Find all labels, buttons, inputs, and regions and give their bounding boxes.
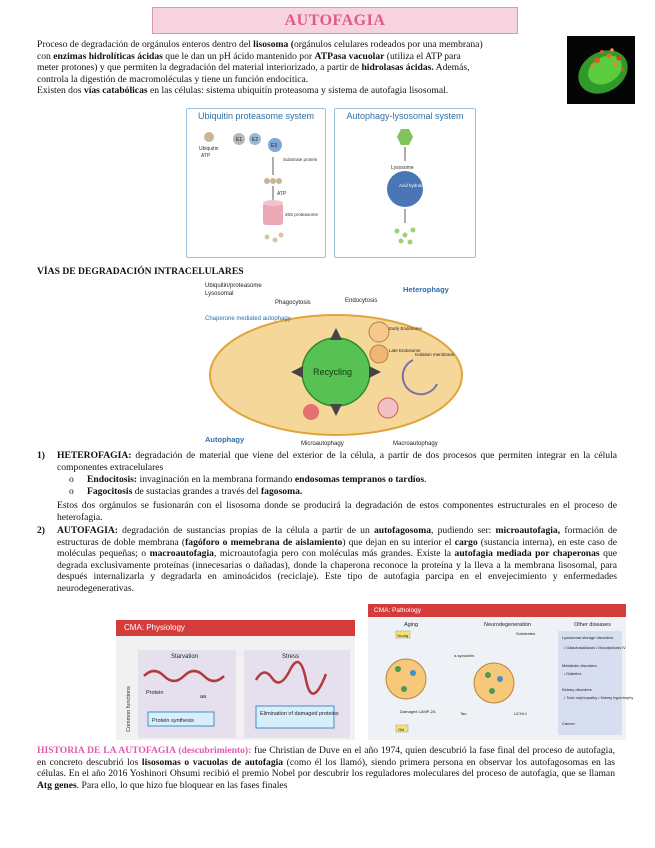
degradation-pathways-figure	[203, 280, 469, 448]
protein-label: Protein	[146, 690, 164, 696]
chaperone-label: Chaperone mediated autophagy	[205, 316, 291, 322]
stress-label: Stress	[282, 654, 300, 660]
sub-item-fagocitosis: o Fagocitosis de sustacias grandes a través del fagosoma.	[69, 486, 303, 497]
list-item-autofagia: 2) AUTOFAGIA: degradación de sustancias propias de la célula a partir de un autofagosoma, pudiendo ser: microautofagia, formación de estructuras de doble membrana (fagóforo o memebrana de aislamiento) que dejan en su interior el cargo (sustancia interna), en este caso de moléculas pequeñas; o macroautofagia, microautofagia pero con moléculas más grandes. Existe la autofagia mediada por chaperonas que degrada exclusivamente proteínas (innecesarias o dañadas), donde la chaperona reconoce la proteína y la lleva a la membrana lisosomal, para después internalizarla y degradarla en aminoácidos (reciclaje). Este tipo de autofagia parcipa en el envejecimiento y enfermedades neurodegenerativas.	[37, 525, 618, 594]
elimination-label: Elimination of damaged proteins	[260, 711, 339, 717]
heterophagy-label: Heterophagy	[403, 285, 449, 294]
early-endosome-label: Early Endosome	[389, 326, 423, 331]
protein-synthesis-label: Protein synthesis	[152, 718, 194, 724]
cma-pathology-figure: CMA: Pathology Aging Neurodegeneration Other diseases Young Damaged LAMP-2A Old α-synuclein Substrates Tau UCHL1 Lysosomal storage disorders • Galactosialidosis • Mucolipidosis IV Metabolic disorders • Diabetes Kidney disorders • Toxic nephropathy • Kidney hypertrophy Cancer	[368, 604, 626, 740]
young-label: Young	[397, 633, 409, 638]
kidney-list-label: • Toxic nephropathy • Kidney hypertrophy	[564, 696, 634, 700]
metabolic-label: Metabolic disorders	[562, 663, 597, 668]
list-item-heterofagia: 1) HETEROFAGIA: degradación de material que viene del exterior de la célula, a partir de dos procesos que permiten integrar en la célula componentes extracelulares	[37, 450, 617, 473]
synuclein-label: α-synuclein	[454, 653, 475, 658]
old-label: Old	[398, 727, 405, 732]
e3-label: E3	[271, 143, 278, 149]
phagocytosis-label: Phagocytosis	[275, 300, 311, 306]
atp-label: ATP	[201, 153, 211, 159]
late-endosome-label: Late Endosome	[389, 348, 421, 353]
aa-label: aa	[200, 694, 207, 700]
isolation-membrane-label: Isolation membrane	[415, 352, 455, 357]
lysosomal-list-label: • Galactosialidosis • Mucolipidosis IV	[564, 646, 626, 650]
history-paragraph: HISTORIA DE LA AUTOFAGIA (descubrimiento): fue Christian de Duve en el año 1974, quien descubrió la fase final del proceso de autofagia, en concreto descubrió los lisosomas o vacuolas de autofagia (como él los llamó), siendo primera persona en observar los autofagosomas en las células. En el año 2016 Yoshinori Ohsumi recibió el premio Nobel por descubrir los reguladores moleculares del proceso de autofagia, que se llaman Atg genes. Para ello, lo que hizo fue bloquear en las fases finales	[37, 745, 615, 791]
acid-hydrolases-label: Acid hydrolases	[399, 183, 431, 188]
diabetes-label: • Diabetes	[564, 672, 582, 676]
intro-paragraph: Proceso de degradación de orgánulos enteros dentro del lisosoma (orgánulos celulares rodeados por una membrana) con enzimas hidrolíticas ácidas que le dan un pH ácido mantenido por ATPasa vacuolar (utiliza el ATP para meter protones) y que permiten la degradación del material interiorizado, a partir de hidrolasas ácidas. Además, controla la digestión de macromoléculas y tiene un función endocítica. Existen dos vías catabólicas en las células: sistema ubiquitín proteasoma y sistema de autofagia lisosomal.	[37, 39, 483, 97]
substrates-label: Substrates	[516, 631, 536, 636]
other-diseases-label: Other diseases	[574, 622, 611, 628]
lysosomal-label: Lysosomal	[205, 291, 234, 297]
ubiquitin-proteasome-figure: Ubiquitin proteasome system Ubiquitin ATP E1 E2 E3 Substrate protein ATP 26S proteasome	[186, 108, 326, 258]
page-title: AUTOFAGIA	[152, 7, 518, 34]
autophagy-label: Autophagy	[205, 435, 245, 444]
heterofagia-note: Estos dos orgánulos se fusionarán con el lisosoma donde se producirá la degradación de estos componentes estructurales en el proceso de heterofagia.	[57, 500, 617, 523]
ubiquitin-proteasome-label: Ubiquitin/proteasome	[205, 283, 262, 289]
cell-micrograph-image	[567, 36, 635, 104]
cma-physiology-figure: CMA: Physiology Common functions Starvation Stress Protein aa Protein synthesis Elimination of damaged proteins	[116, 620, 355, 740]
e2-label: E2	[252, 137, 259, 143]
ubiquitin-label: Ubiquitin	[199, 146, 219, 152]
lysosomal-storage-label: Lysosomal storage disorders	[562, 635, 613, 640]
e1-label: E1	[236, 137, 243, 143]
neurodegeneration-label: Neurodegeneration	[484, 622, 532, 628]
sub-item-endocitosis: o Endocitosis: invaginación en la membrana formando endosomas tempranos o tardíos.	[69, 474, 427, 485]
recycling-label: Recycling	[313, 367, 353, 377]
atp2-label: ATP	[277, 191, 287, 197]
microautophagy-label: Microautophagy	[301, 441, 344, 447]
proteasome-label: 26S proteasome	[285, 212, 319, 217]
starvation-label: Starvation	[171, 654, 199, 660]
endocytosis-label: Endocytosis	[345, 298, 378, 304]
lysosome-label: Lysosome	[391, 165, 414, 171]
cancer-label: Cancer	[562, 721, 575, 726]
tau-label: Tau	[460, 711, 467, 716]
section-heading: VÍAS DE DEGRADACIÓN INTRACELULARES	[37, 266, 244, 277]
substrate-label: Substrate protein	[283, 157, 318, 162]
aging-label: Aging	[404, 622, 419, 628]
macroautophagy-label: Macroautophagy	[393, 441, 438, 447]
common-functions-label: Common functions	[126, 686, 132, 732]
uchl1-label: UCHL1	[514, 711, 528, 716]
autophagy-lysosomal-figure: Autophagy-lysosomal system Lysosome Acid hydrolases	[334, 108, 476, 258]
kidney-label: Kidney disorders	[562, 687, 592, 692]
damaged-lamp-label: Damaged LAMP-2A	[400, 709, 436, 714]
